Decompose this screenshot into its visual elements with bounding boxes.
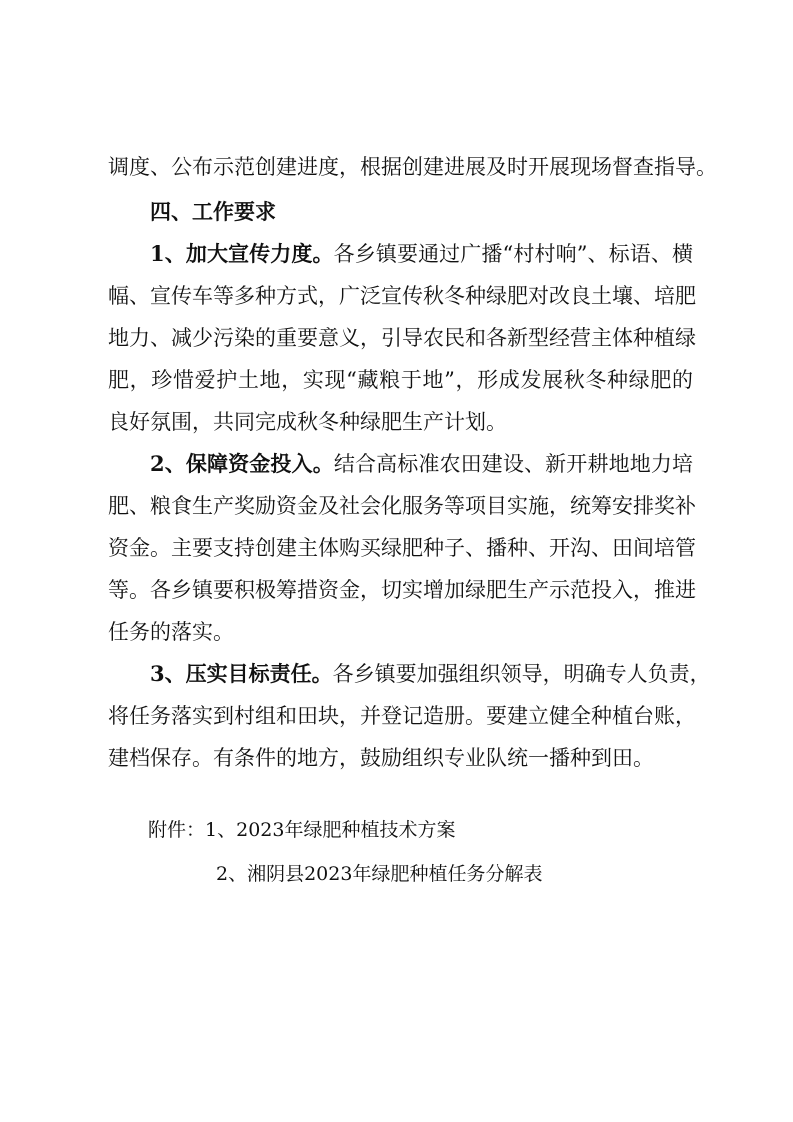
attachment-label: 附件：: [148, 819, 206, 841]
attachment-item: 2、湘阴县2023年绿肥种植任务分解表: [216, 863, 543, 885]
item2-line: 任务的落实。: [108, 620, 234, 644]
item1-first-line: [150, 238, 693, 270]
attachment-item: 1、2023年绿肥种植技术方案: [205, 819, 456, 841]
attachment-entry: [148, 815, 455, 845]
item2-line: 资金。主要支持创建主体购买绿肥种子、播种、开沟、田间培管: [108, 536, 696, 560]
item1-line: 地力、减少污染的重要意义，引导农民和各新型经营主体种植绿: [108, 326, 696, 350]
item2-line: 等。各乡镇要积极筹措资金，切实增加绿肥生产示范投入，推进: [108, 578, 696, 602]
item2-line: 肥、粮食生产奖励资金及社会化服务等项目实施，统筹安排奖补: [108, 494, 696, 518]
item2-first-line-text: 结合高标准农田建设、新开耕地地力培: [333, 452, 693, 476]
item3-line: 将任务落实到村组和田块，并登记造册。要建立健全种植台账，: [108, 704, 696, 728]
section-heading: 四、工作要求: [150, 199, 276, 224]
item3-first-line: [150, 658, 711, 690]
item3-line: 建档保存。有条件的地方，鼓励组织专业队统一播种到田。: [108, 746, 654, 770]
item1-first-line-text: 各乡镇要通过广播“村村响”、标语、横: [333, 242, 693, 266]
item2-title: 2、保障资金投入。: [150, 451, 334, 476]
item1-line: 肥，珍惜爱护土地，实现“藏粮于地”，形成发展秋冬种绿肥的: [108, 368, 693, 392]
intro-tail-line: 调度、公布示范创建进度，根据创建进展及时开展现场督查指导。: [108, 155, 717, 179]
item1-title: 1、加大宣传力度。: [150, 241, 334, 266]
item3-first-line-text: 各乡镇要加强组织领导，明确专人负责，: [332, 662, 711, 686]
item1-line: 幅、宣传车等多种方式，广泛宣传秋冬种绿肥对改良土壤、培肥: [108, 284, 696, 308]
item2-first-line: [150, 448, 693, 480]
item3-title: 3、压实目标责任。: [150, 661, 333, 686]
item1-line: 良好氛围，共同完成秋冬种绿肥生产计划。: [108, 410, 507, 434]
